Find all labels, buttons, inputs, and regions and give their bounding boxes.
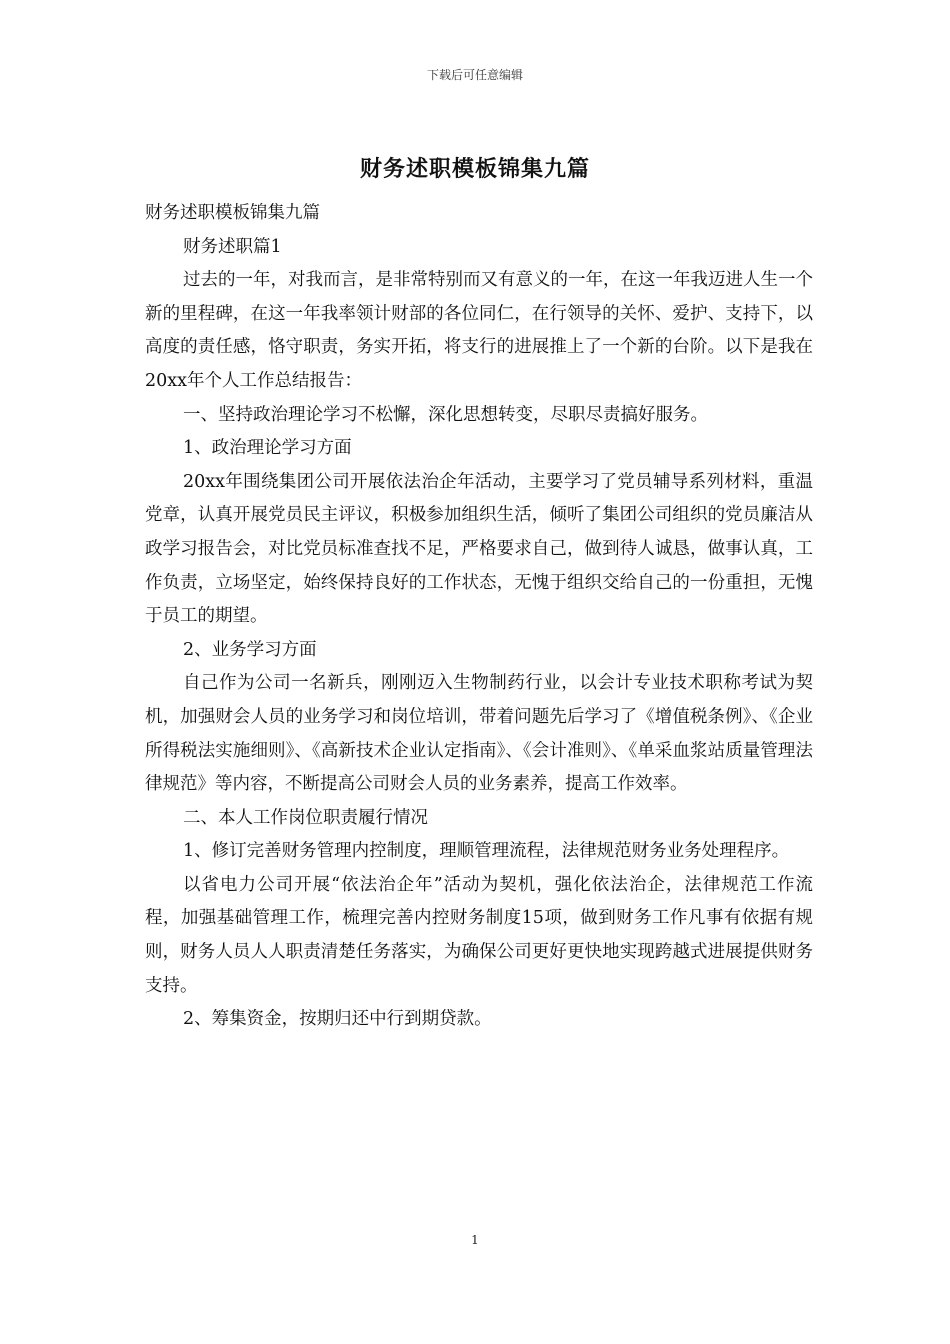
paragraph-item-funding: 2、筹集资金，按期归还中行到期贷款。 <box>183 1009 492 1030</box>
paragraph-section-heading: 财务述职篇1 <box>183 236 282 257</box>
paragraph-heading-one: 一、坚持政治理论学习不松懈，深化思想转变，尽职尽责搞好服务。 <box>183 404 708 425</box>
paragraph-political-study: 20xx年围绕集团公司开展依法治企年活动，主要学习了党员辅导系列材料，重温党章，认真开展党员民主评议，积极参加组织生活，倾听了集团公司组织的党员廉洁从政学习报告会，对比党员标准查找不足，严格要求自己，做到待人诚恳，做事认真，工作负责，立场坚定，始终保持良好的工作状态，无愧于组织交给自己的一份重担，无愧于员工的期望。 <box>145 471 813 627</box>
document-body <box>145 197 813 1037</box>
paragraph-rule-of-law: 以省电力公司开展“依法治企年”活动为契机，强化依法治企，法律规范工作流程，加强基础管理工作，梳理完善内控财务制度15项，做到财务工作凡事有依据有规则，财务人员人人职责清楚任务落实，为确保公司更好更快地实现跨越式进展提供财务支持。 <box>145 874 813 996</box>
paragraph-item-revise: 1、修订完善财务管理内控制度，理顺管理流程，法律规范财务业务处理程序。 <box>183 841 790 862</box>
paragraph-heading-two: 二、本人工作岗位职责履行情况 <box>183 807 428 828</box>
document-title: 财务述职模板锦集九篇 <box>359 156 590 182</box>
page-number: 1 <box>471 1233 479 1247</box>
paragraph-business-study: 自己作为公司一名新兵，刚刚迈入生物制药行业，以会计专业技术职称考试为契机，加强财会人员的业务学习和岗位培训，带着问题先后学习了《增值税条例》、《企业所得税法实施细则》、《高新技术企业认定指南》、《会计准则》、《单采血浆站质量管理法律规范》等内容，不断提高公司财会人员的业务素养，提高工作效率。 <box>145 673 813 795</box>
paragraph-subtitle: 财务述职模板锦集九篇 <box>145 203 320 223</box>
paragraph-subheading-political: 1、政治理论学习方面 <box>183 438 352 459</box>
paragraph-intro: 过去的一年，对我而言，是非常特别而又有意义的一年，在这一年我迈进人生一个新的里程碑，在这一年我率领计财部的各位同仁，在行领导的关怀、爱护、支持下，以高度的责任感，恪守职责，务实开拓，将支行的进展推上了一个新的台阶。以下是我在20xx年个人工作总结报告： <box>145 270 813 391</box>
paragraph-subheading-business: 2、业务学习方面 <box>183 639 317 660</box>
page-header-note: 下载后可任意编辑 <box>426 68 523 82</box>
